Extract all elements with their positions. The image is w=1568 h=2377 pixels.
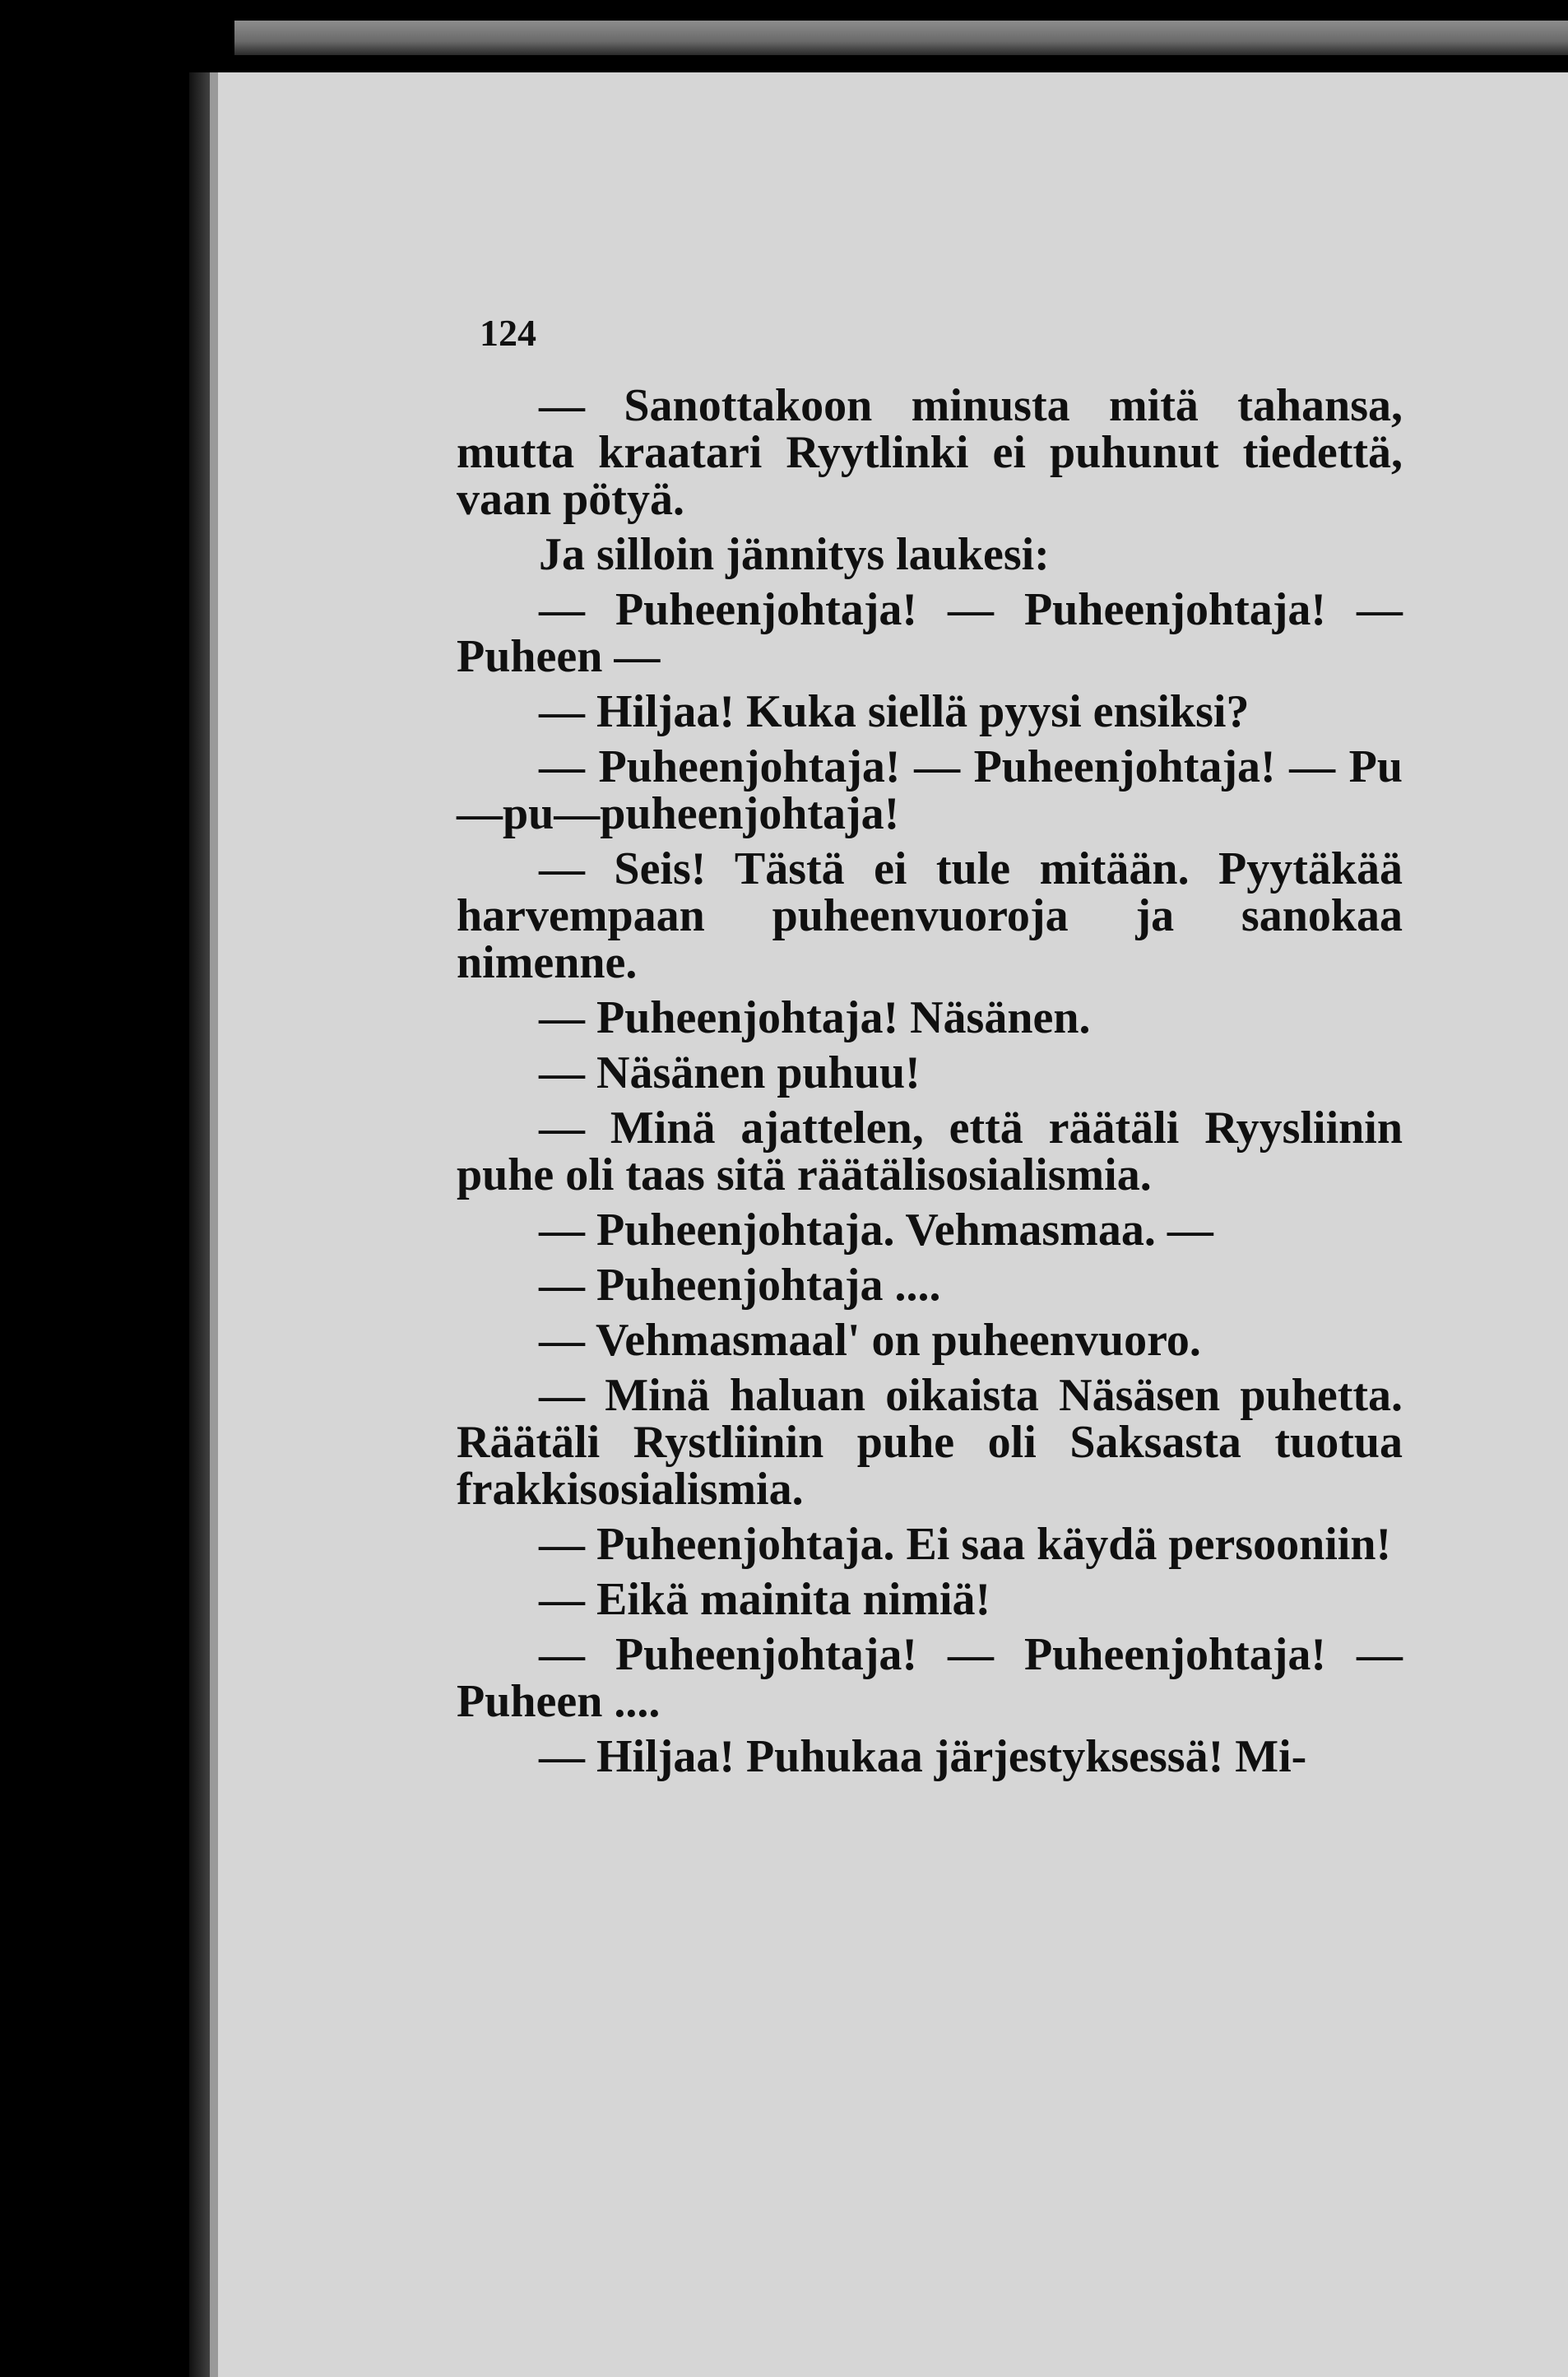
page-top-edge — [234, 21, 1568, 55]
page-body-text — [457, 380, 1403, 1782]
paragraph: — Eikä mainita nimiä! — [539, 1574, 991, 1625]
paragraph: — Puheenjohtaja. Ei saa käydä persooniin! — [539, 1519, 1392, 1570]
paragraph: Ja silloin jännitys laukesi: — [539, 529, 1050, 580]
paragraph: — Näsänen puhuu! — [539, 1047, 921, 1098]
paragraph: — Puheenjohtaja. Vehmasmaa. — — [539, 1205, 1213, 1256]
paragraph: — Puheenjohtaja .... — [539, 1260, 941, 1311]
paragraph: — Puheenjohtaja! — Puheenjohtaja! — Puheen .... — [457, 1629, 1403, 1727]
paragraph: — Minä haluan oikaista Näsäsen puhetta. Räätäli Rystliinin puhe oli Saksasta tuotua frakkisosialismia. — [457, 1370, 1403, 1515]
paragraph: — Puheenjohtaja! — Puheenjohtaja! — Puheen — — [457, 584, 1403, 682]
paragraph: — Hiljaa! Puhukaa järjestyksessä! Mi- — [539, 1731, 1307, 1782]
page-number: 124 — [480, 312, 536, 354]
paragraph: — Vehmasmaal' on puheenvuoro. — [539, 1315, 1201, 1366]
paragraph: — Sanottakoon minusta mitä tahansa, mutta kraatari Ryytlinki ei puhunut tiedettä, vaan pötyä. — [457, 380, 1403, 525]
paragraph: — Seis! Tästä ei tule mitään. Pyytäkää harvempaan puheenvuoroja ja sanokaa nimenne. — [457, 843, 1403, 988]
paragraph: — Puheenjohtaja! Näsänen. — [539, 992, 1091, 1043]
paragraph: — Minä ajattelen, että räätäli Ryysliinin puhe oli taas sitä räätälisosialismia. — [457, 1103, 1403, 1200]
paragraph: — Hiljaa! Kuka siellä pyysi ensiksi? — [539, 686, 1250, 737]
paragraph: — Puheenjohtaja! — Puheenjohtaja! — Pu—pu—puheenjohtaja! — [457, 741, 1403, 839]
